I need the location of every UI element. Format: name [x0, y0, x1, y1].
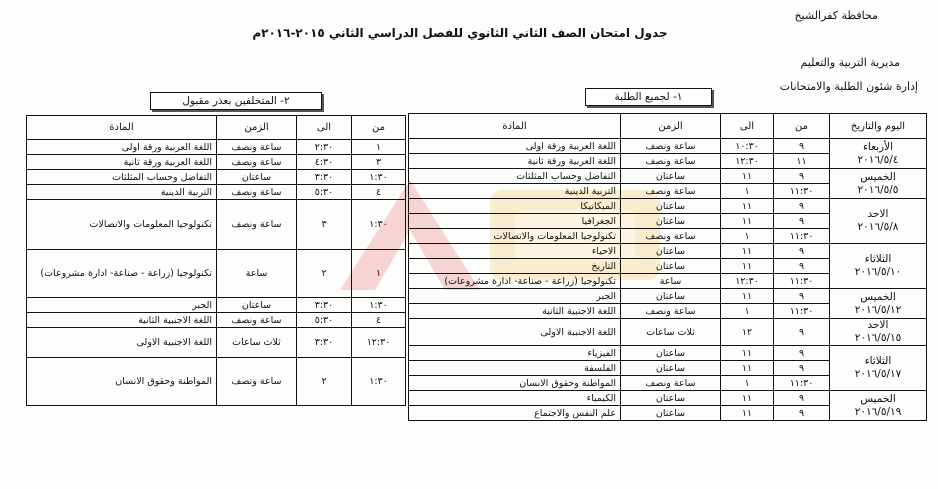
- table-row: [27, 313, 406, 328]
- from-cell: ٤: [352, 313, 406, 328]
- to-cell: ١١: [721, 391, 774, 406]
- duration-cell: ساعتان: [621, 406, 721, 421]
- duration-cell: ساعتان: [621, 289, 721, 304]
- table-row: [409, 139, 927, 154]
- department-label: إدارة شئون الطلبة والامتحانات: [779, 80, 918, 93]
- subject-cell: تكنولوجيا (زراعة - صناعة- ادارة مشروعات): [27, 250, 217, 298]
- to-cell: ٢:٣٠: [297, 140, 352, 155]
- table-row: [27, 358, 406, 406]
- subject-cell: التفاضل وحساب المثلثات: [27, 170, 217, 185]
- from-cell: ٩: [774, 289, 830, 304]
- day-date: ٢٠١٦/٥/١٩: [854, 405, 902, 418]
- subject-cell: اللغة العربية ورقة اولى: [409, 139, 621, 154]
- to-cell: ١: [721, 376, 774, 391]
- duration-cell: ساعة ونصف: [217, 140, 297, 155]
- to-cell: ٣: [297, 200, 352, 250]
- duration-cell: ساعتان: [621, 259, 721, 274]
- from-cell: ٩: [774, 406, 830, 421]
- subject-cell: المواطنة وحقوق الانسان: [27, 358, 217, 406]
- day-name: الاحد: [867, 208, 889, 220]
- duration-cell: ساعة ونصف: [621, 376, 721, 391]
- from-cell: ٩: [774, 391, 830, 406]
- from-cell: ١١:٣٠: [774, 376, 830, 391]
- day-cell: [830, 346, 927, 391]
- from-cell: ٩: [774, 244, 830, 259]
- to-cell: ١١: [721, 259, 774, 274]
- subject-cell: اللغة الاجنبية الاولى: [409, 319, 621, 346]
- day-cell: [830, 139, 927, 169]
- to-cell: ٥:٣٠: [297, 185, 352, 200]
- from-cell: ٩: [774, 319, 830, 346]
- to-cell: ١٢:٣٠: [721, 154, 774, 169]
- subject-cell: اللغة الاجنبية الثانية: [409, 304, 621, 319]
- duration-cell: ساعتان: [621, 391, 721, 406]
- day-name: الثلاثاء: [864, 355, 892, 367]
- duration-cell: ساعتان: [621, 214, 721, 229]
- table-row: [27, 185, 406, 200]
- subject-cell: الميكانيكا: [409, 199, 621, 214]
- table-row: [409, 289, 927, 304]
- day-date: ٢٠١٦/٥/١٥: [854, 332, 902, 344]
- from-cell: ٩: [774, 214, 830, 229]
- to-cell: ٤:٣٠: [297, 155, 352, 170]
- excused-header-subject: المادة: [27, 116, 217, 140]
- subject-cell: الكيمياء: [409, 391, 621, 406]
- governorate-label: محافظة كفرالشيخ: [794, 9, 878, 22]
- main-schedule-table: [408, 113, 927, 421]
- to-cell: ١١: [721, 214, 774, 229]
- all-students-label: ١- لجميع الطلبة: [585, 88, 712, 106]
- day-name: الاحد: [867, 319, 889, 331]
- duration-cell: ساعة ونصف: [621, 139, 721, 154]
- subject-cell: اللغة الاجنبية الثانية: [27, 313, 217, 328]
- subject-cell: الفلسفة: [409, 361, 621, 376]
- table-row: [409, 391, 927, 406]
- duration-cell: ساعة ونصف: [621, 304, 721, 319]
- duration-cell: ساعة: [217, 250, 297, 298]
- subject-cell: تكنولوجيا المعلومات والاتصالات: [27, 200, 217, 250]
- day-date: ٢٠١٦/٥/١٠: [854, 266, 902, 278]
- subject-cell: التربية الدينية: [27, 185, 217, 200]
- table-row: [27, 170, 406, 185]
- duration-cell: ساعة ونصف: [217, 155, 297, 170]
- to-cell: ١١: [721, 346, 774, 361]
- subject-cell: تكنولوجيا (زراعة - صناعة- ادارة مشروعات): [409, 274, 621, 289]
- duration-cell: ساعة ونصف: [217, 358, 297, 406]
- day-name: الخميس: [860, 290, 896, 303]
- from-cell: ٩: [774, 259, 830, 274]
- day-cell: [830, 289, 927, 319]
- subject-cell: التفاضل وحساب المثلثات: [409, 169, 621, 184]
- subject-cell: الجبر: [409, 289, 621, 304]
- excused-students-label: ٢- المتخلفين بعذر مقبول: [150, 92, 322, 110]
- duration-cell: ساعتان: [621, 244, 721, 259]
- day-date: ٢٠١٦/٥/٥: [857, 183, 899, 196]
- subject-cell: علم النفس والاجتماع: [409, 406, 621, 421]
- from-cell: ١:٣٠: [352, 170, 406, 185]
- duration-cell: ساعتان: [621, 169, 721, 184]
- duration-cell: ساعة ونصف: [621, 229, 721, 244]
- duration-cell: ساعة ونصف: [217, 185, 297, 200]
- to-cell: ١: [721, 184, 774, 199]
- from-cell: ٩: [774, 361, 830, 376]
- to-cell: ١١: [721, 244, 774, 259]
- table-row: [409, 199, 927, 214]
- header-to: الى: [721, 114, 774, 139]
- day-date: ٢٠١٦/٥/٤: [857, 153, 899, 166]
- to-cell: ١٢:٣٠: [721, 274, 774, 289]
- from-cell: ١١:٣٠: [774, 184, 830, 199]
- from-cell: ١:٣٠: [352, 200, 406, 250]
- duration-cell: ثلاث ساعات: [621, 319, 721, 346]
- day-date: ٢٠١٦/٥/١٢: [854, 303, 902, 316]
- subject-cell: اللغة الاجنبية الاولى: [27, 328, 217, 358]
- from-cell: ١: [352, 140, 406, 155]
- from-cell: ٤: [352, 185, 406, 200]
- header-day: اليوم والتاريخ: [830, 114, 927, 139]
- to-cell: ٥:٣٠: [297, 313, 352, 328]
- subject-cell: الاحياء: [409, 244, 621, 259]
- from-cell: ١١:٣٠: [774, 229, 830, 244]
- subject-cell: اللغة العربية ورقة اولى: [27, 140, 217, 155]
- excused-header-to: الى: [297, 116, 352, 140]
- day-name: الثلاثاء: [864, 253, 892, 265]
- table-row: [409, 244, 927, 259]
- excused-header-duration: الزمن: [217, 116, 297, 140]
- to-cell: ١١: [721, 199, 774, 214]
- subject-cell: التاريخ: [409, 259, 621, 274]
- table-row: [409, 169, 927, 184]
- duration-cell: ساعتان: [217, 298, 297, 313]
- to-cell: ٣:٣٠: [297, 298, 352, 313]
- from-cell: ٩: [774, 139, 830, 154]
- excused-schedule-table: [26, 115, 406, 406]
- to-cell: ٣:٣٠: [297, 328, 352, 358]
- table-row: [27, 155, 406, 170]
- to-cell: ٣:٣٠: [297, 170, 352, 185]
- table-row: [27, 140, 406, 155]
- header-duration: الزمن: [621, 114, 721, 139]
- table-row: [27, 328, 406, 358]
- directorate-label: مديرية التربية والتعليم: [800, 56, 900, 69]
- to-cell: ٢: [297, 250, 352, 298]
- subject-cell: الجبر: [27, 298, 217, 313]
- day-date: ٢٠١٦/٥/٨: [857, 221, 899, 233]
- to-cell: ١١: [721, 169, 774, 184]
- subject-cell: الفيزياء: [409, 346, 621, 361]
- table-row: [27, 298, 406, 313]
- from-cell: ١١:٣٠: [774, 304, 830, 319]
- to-cell: ٢: [297, 358, 352, 406]
- day-name: الخميس: [860, 170, 896, 183]
- subject-cell: تكنولوجيا المعلومات والاتصالات: [409, 229, 621, 244]
- duration-cell: ساعتان: [621, 346, 721, 361]
- duration-cell: ساعة ونصف: [621, 184, 721, 199]
- from-cell: ١٢:٣٠: [352, 328, 406, 358]
- day-cell: [830, 244, 927, 289]
- day-cell: [830, 199, 927, 244]
- duration-cell: ساعة: [621, 274, 721, 289]
- subject-cell: الجغرافيا: [409, 214, 621, 229]
- table-row: [27, 200, 406, 250]
- from-cell: ٩: [774, 199, 830, 214]
- to-cell: ١: [721, 229, 774, 244]
- to-cell: ١١: [721, 289, 774, 304]
- to-cell: ١٢: [721, 319, 774, 346]
- duration-cell: ساعتان: [621, 199, 721, 214]
- subject-cell: اللغة العربية ورقة ثانية: [27, 155, 217, 170]
- duration-cell: ساعتان: [621, 361, 721, 376]
- subject-cell: المواطنة وحقوق الانسان: [409, 376, 621, 391]
- excused-header-from: من: [352, 116, 406, 140]
- day-cell: [830, 319, 927, 346]
- header-from: من: [774, 114, 830, 139]
- day-name: الخميس: [860, 392, 896, 405]
- day-cell: [830, 169, 927, 199]
- from-cell: ١١: [774, 154, 830, 169]
- header-subject: المادة: [409, 114, 621, 139]
- duration-cell: ثلاث ساعات: [217, 328, 297, 358]
- subject-cell: اللغة العربية ورقة ثانية: [409, 154, 621, 169]
- duration-cell: ساعتان: [217, 170, 297, 185]
- from-cell: ١:٣٠: [352, 358, 406, 406]
- table-row: [409, 319, 927, 346]
- subject-cell: التربية الدينية: [409, 184, 621, 199]
- to-cell: ١: [721, 304, 774, 319]
- from-cell: ١١:٣٠: [774, 274, 830, 289]
- table-row: [409, 346, 927, 361]
- duration-cell: ساعة ونصف: [217, 200, 297, 250]
- page-title: جدول امتحان الصف الثاني الثانوي للفصل الدراسي الثاني ٢٠١٥-٢٠١٦م: [252, 26, 668, 40]
- day-cell: [830, 391, 927, 421]
- day-date: ٢٠١٦/٥/١٧: [854, 368, 902, 380]
- from-cell: ١: [352, 250, 406, 298]
- from-cell: ٣: [352, 155, 406, 170]
- duration-cell: ساعة ونصف: [217, 313, 297, 328]
- to-cell: ١٠:٣٠: [721, 139, 774, 154]
- table-row: [27, 250, 406, 298]
- from-cell: ٩: [774, 169, 830, 184]
- to-cell: ١١: [721, 406, 774, 421]
- to-cell: ١١: [721, 361, 774, 376]
- from-cell: ١:٣٠: [352, 298, 406, 313]
- from-cell: ٩: [774, 346, 830, 361]
- day-name: الأربعاء: [862, 140, 894, 153]
- duration-cell: ساعة ونصف: [621, 154, 721, 169]
